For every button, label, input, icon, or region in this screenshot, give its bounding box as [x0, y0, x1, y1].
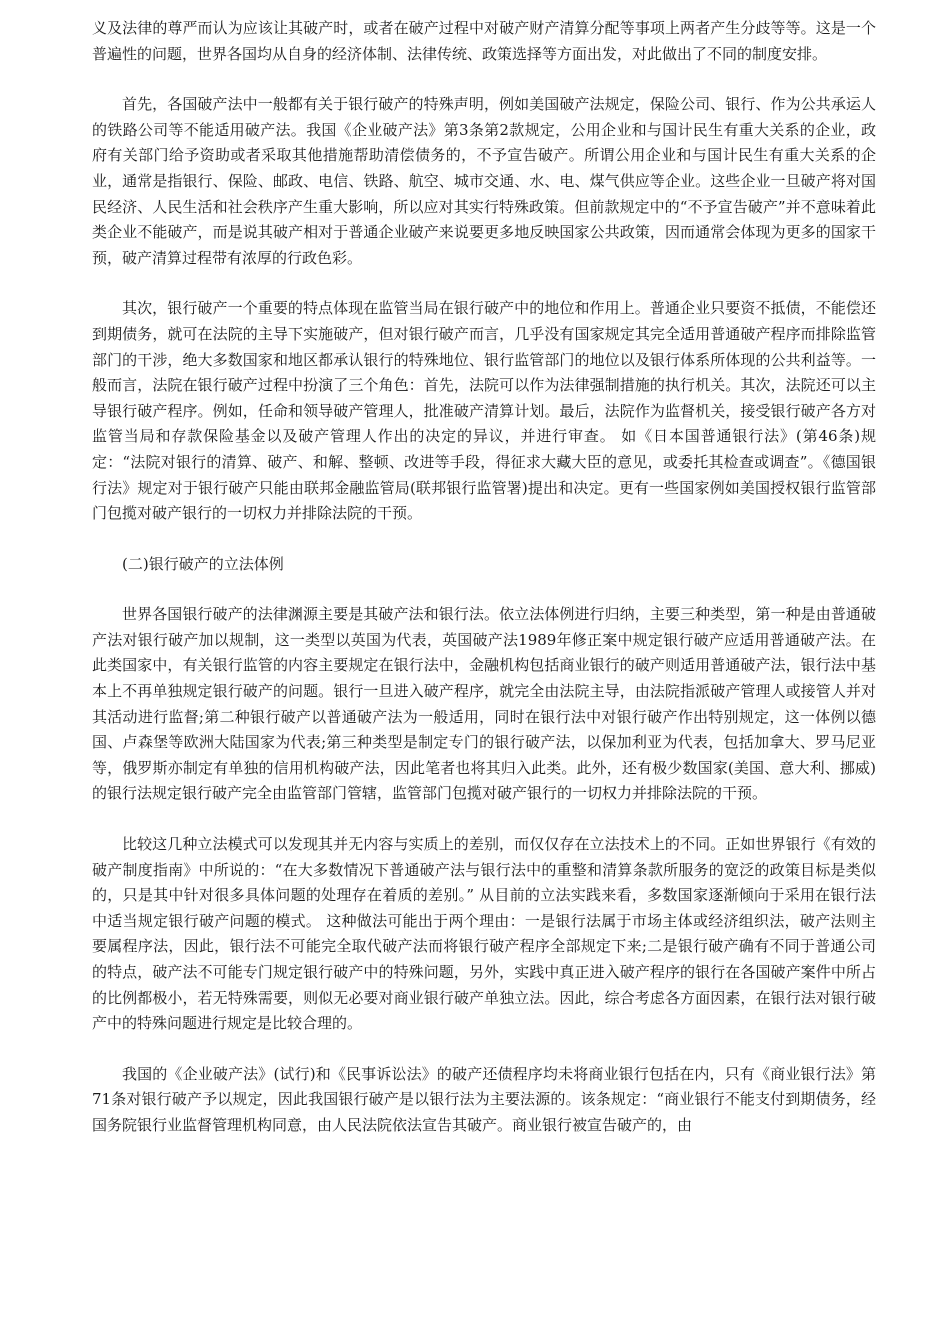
paragraph-second-point: 其次，银行破产一个重要的特点体现在监管当局在银行破产中的地位和作用上。普通企业只要资不抵债，不能偿还到期债务，就可在法院的主导下实施破产，但对银行破产而言，几乎没有国家规定其完全适用普通破产程序而排除监管部门的干涉，绝大多数国家和地区都承认银行的特殊地位、银行监管部门的地位以及银行体系所体现的公共利益等。一般而言，法院在银行破产过程中扮演了三个角色：首先，法院可以作为法律强制措施的执行机关。其次，法院还可以主导银行破产程序。例如，任命和领导破产管理人，批准破产清算计划。最后，法院作为监督机关，接受银行破产各方对监管当局和存款保险基金以及破产管理人作出的决定的异议，并进行审查。 如《日本国普通银行法》(第46条)规定：“法院对银行的清算、破产、和解、整顿、改进等手段，得征求大藏大臣的意见，或委托其检查或调查”。《德国银行法》规定对于银行破产只能由联邦金融监管局(联邦银行监管署)提出和决定。更有一些国家例如美国授权银行监管部门包揽对破产银行的一切权力并排除法院的干预。 [92, 299, 876, 523]
paragraph-first-point: 首先，各国破产法中一般都有关于银行破产的特殊声明，例如美国破产法规定，保险公司、银行、作为公共承运人的铁路公司等不能适用破产法。我国《企业破产法》第3条第2款规定，公用企业和与国计民生有重大关系的企业，政府有关部门给予资助或者采取其他措施帮助清偿债务的，不予宣告破产。所谓公用企业和与国计民生有重大关系的企业，通常是指银行、保险、邮政、电信、铁路、航空、城市交通、水、电、煤气供应等企业。这些企业一旦破产将对国民经济、人民生活和社会秩序产生重大影响，所以应对其实行特殊政策。但前款规定中的“不予宣告破产”并不意味着此类企业不能破产，而是说其破产相对于普通企业破产来说要更多地反映国家公共政策，因而通常会体现为更多的国家干预，破产清算过程带有浓厚的行政色彩。 [92, 95, 876, 267]
paragraph-comparison: 比较这几种立法模式可以发现其并无内容与实质上的差别，而仅仅存在立法技术上的不同。正如世界银行《有效的破产制度指南》中所说的：“在大多数情况下普通破产法与银行法中的重整和清算条款所服务的宽泛的政策目标是类似的，只是其中针对很多具体问题的处理存在着质的差别。” 从目前的立法实践来看，多数国家逐渐倾向于采用在银行法中适当规定银行破产问题的模式。 这种做法可能出于两个理由：一是银行法属于市场主体或经济组织法，破产法则主要属程序法，因此，银行法不可能完全取代破产法而将银行破产程序全部规定下来;二是银行破产确有不同于普通公司的特点，破产法不可能专门规定银行破产中的特殊问题，另外，实践中真正进入破产程序的银行在各国破产案件中所占的比例都极小，若无特殊需要，则似无必要对商业银行破产单独立法。因此，综合考虑各方面因素，在银行法对银行破产中的特殊问题进行规定是比较合理的。 [92, 835, 876, 1033]
paragraph-continuation: 义及法律的尊严而认为应该让其破产时，或者在破产过程中对破产财产清算分配等事项上两者产生分歧等等。这是一个普遍性的问题，世界各国均从自身的经济体制、法律传统、政策选择等方面出发，对此做出了不同的制度安排。 [92, 19, 876, 63]
paragraph-china-law: 我国的《企业破产法》(试行)和《民事诉讼法》的破产还债程序均未将商业银行包括在内，只有《商业银行法》第71条对银行破产予以规定，因此我国银行破产是以银行法为主要法源的。该条规定：“商业银行不能支付到期债务，经国务院银行业监督管理机构同意，由人民法院依法宣告其破产。商业银行被宣告破产的，由 [92, 1064, 876, 1134]
section-heading: (二)银行破产的立法体例 [122, 554, 284, 573]
document-page [92, 16, 876, 1164]
paragraph-legislative-types: 世界各国银行破产的法律渊源主要是其破产法和银行法。依立法体例进行归纳，主要三种类型，第一种是由普通破产法对银行破产加以规制，这一类型以英国为代表，英国破产法1989年修正案中规定银行破产应适用普通破产法。在此类国家中，有关银行监管的内容主要规定在银行法中，金融机构包括商业银行的破产则适用普通破产法，银行法中基本上不再单独规定银行破产的问题。银行一旦进入破产程序，就完全由法院主导，由法院指派破产管理人或接管人并对其活动进行监督;第二种银行破产以普通破产法为一般适用，同时在银行法中对银行破产作出特别规定，这一体例以德国、卢森堡等欧洲大陆国家为代表;第三种类型是制定专门的银行破产法，以保加利亚为代表，包括加拿大、罗马尼亚等，俄罗斯亦制定有单独的信用机构破产法，因此笔者也将其归入此类。此外，还有极少数国家(美国、意大利、挪威)的银行法规定银行破产完全由监管部门管辖，监管部门包揽对破产银行的一切权力并排除法院的干预。 [92, 605, 876, 803]
